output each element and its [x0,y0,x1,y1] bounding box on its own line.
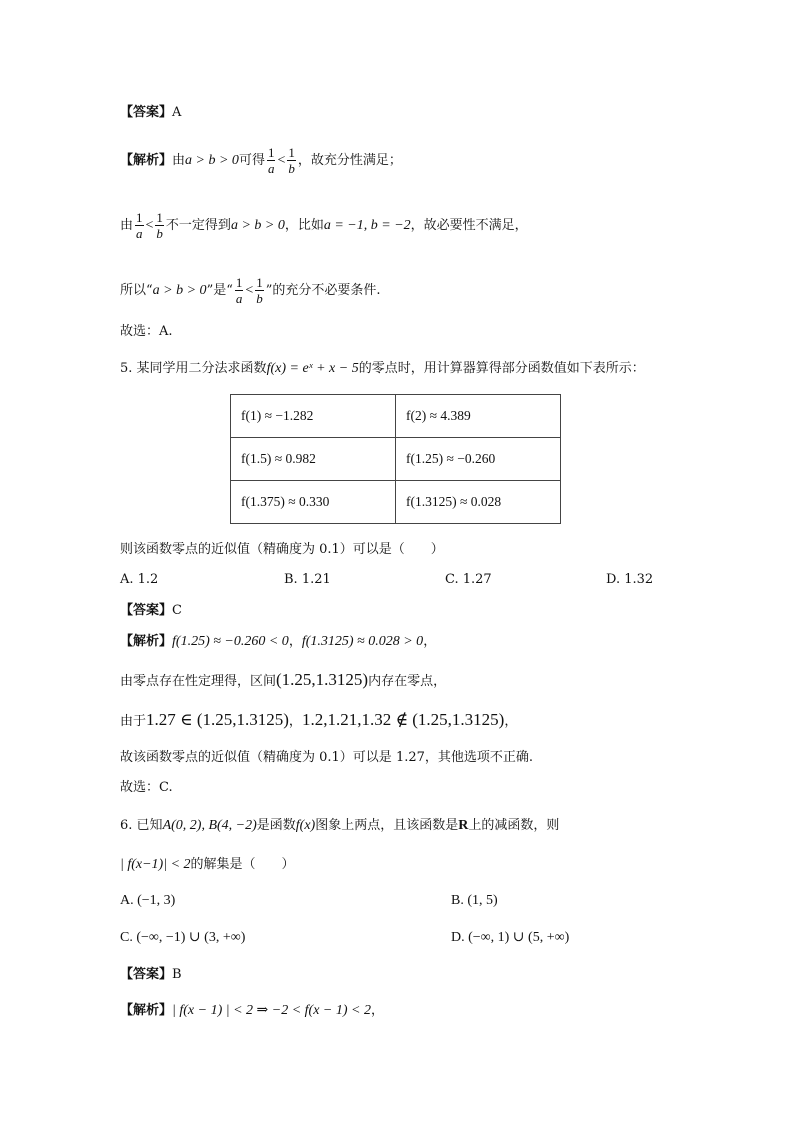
text: 某同学用二分法求函数 [136,361,267,376]
q6-stem-line-2 [120,856,295,874]
math-expr: | f(x−1)| < 2 [120,857,191,872]
fraction-1-over-a [235,275,244,306]
q5-stem [120,360,645,378]
q5-option-c: C. 1.27 [445,572,492,587]
q5-analysis-line-4: 故该函数零点的近似值（精确度为 0.1）可以是 1.27，其他选项不正确. [120,750,534,765]
analysis-line-2 [120,210,528,241]
denominator: b [256,291,263,306]
table-cell: f(1.25) ≈ −0.260 [396,438,561,481]
answer-value: B [172,967,182,982]
table-row [231,481,561,524]
text: ”是“ [206,283,233,298]
text: 的零点时，用计算器算得部分函数值如下表所示： [358,361,645,376]
less-than: < [245,283,254,298]
table-cell: f(2) ≈ 4.389 [396,395,561,438]
numerator: 1 [256,275,263,290]
q5-conclusion: 故选：C. [120,780,173,795]
fraction-1-over-a [135,210,144,241]
text: ， [288,714,302,729]
math-expr: A(0, 2), B(4, −2) [162,818,257,833]
text: ，故必要性不满足， [410,218,528,233]
text: 可得 [238,153,265,168]
q6-answer-line [120,966,182,984]
answer-label: 【答案】 [120,967,173,982]
numerator: 1 [136,210,143,225]
text: 不一定得到 [165,218,231,233]
math-expr: f(1.3125) ≈ 0.028 > 0 [301,634,424,649]
q6-option-a: A. (−1, 3) [120,893,176,908]
q6-option-b: B. (1, 5) [451,893,498,908]
math-expr: f(1.25) ≈ −0.260 < 0 [172,634,289,649]
text: ， [423,634,437,649]
math-function: f(x) [295,818,316,833]
math-expr: 1.2,1.21,1.32 ∉ (1.25,1.3125) [301,710,505,729]
answer-label: 【答案】 [120,603,173,618]
answer-value: A [172,105,182,120]
analysis-line-1 [120,145,402,176]
answer-label: 【答案】 [120,105,173,120]
answer-value: C [172,603,182,618]
text: ，比如 [284,218,324,233]
numerator: 1 [288,145,295,160]
table-cell: f(1.3125) ≈ 0.028 [396,481,561,524]
less-than: < [145,218,154,233]
less-than: < [277,153,286,168]
q5-option-d: D. 1.32 [606,572,654,587]
table-cell: f(1.375) ≈ 0.330 [231,481,396,524]
table-cell: f(1.5) ≈ 0.982 [231,438,396,481]
fraction-1-over-a [267,145,276,176]
q5-analysis-line-1 [120,633,436,651]
text: 的解集是（ ） [190,857,295,872]
math-expr: 1.27 ∈ (1.25,1.3125) [146,710,289,729]
q5-analysis-line-3 [120,711,517,731]
analysis-label: 【解析】 [120,153,173,168]
text: ， [504,714,518,729]
numerator: 1 [235,275,243,290]
text: 由零点存在性定理得，区间 [120,674,277,689]
math-expr: a > b > 0 [152,283,207,298]
text: ”的充分不必要条件. [265,283,381,298]
text: 已知 [136,818,163,833]
real-numbers-symbol: R [458,818,469,833]
q5-option-b: B. 1.21 [284,572,331,587]
text: 上的减函数，则 [468,818,560,833]
question-number: 5. [120,361,133,376]
q5-answer-line [120,602,182,620]
text: 是函数 [256,818,296,833]
analysis-label: 【解析】 [120,1003,173,1018]
denominator: a [267,161,275,176]
table-row [231,395,561,438]
table-cell: f(1) ≈ −1.282 [231,395,396,438]
text: 由 [120,218,134,233]
text: 由于 [120,714,147,729]
text: ， [370,1003,384,1018]
q5-option-a: A. 1.2 [120,572,159,587]
fraction-1-over-b [287,145,296,176]
fraction-1-over-b [255,275,264,306]
text: 所以“ [120,283,153,298]
analysis-label: 【解析】 [120,634,173,649]
math-expr: (1.25,1.3125) [276,670,369,689]
function-values-table [230,394,561,524]
math-expr: a = −1, b = −2 [323,218,411,233]
answer-line [120,104,181,122]
math-expr: a > b > 0 [185,153,239,168]
math-expr: a > b > 0 [230,218,285,233]
q5-question: 则该函数零点的近似值（精确度为 0.1）可以是（ ） [120,542,444,557]
fraction-1-over-b [155,210,164,241]
conclusion-a: 故选：A. [120,324,173,339]
q6-option-c: C. (−∞, −1) ∪ (3, +∞) [120,930,246,945]
q6-analysis-line [120,1002,384,1020]
denominator: a [136,226,143,241]
text: ，故充分性满足； [297,153,402,168]
denominator: b [156,226,163,241]
text: 由 [172,153,186,168]
numerator: 1 [156,210,163,225]
text: 内存在零点， [368,674,447,689]
q6-option-d: D. (−∞, 1) ∪ (5, +∞) [451,930,570,945]
math-expr: | f(x − 1) | < 2 ⇒ −2 < f(x − 1) < 2 [172,1003,371,1018]
numerator: 1 [267,145,275,160]
q5-analysis-line-2 [120,671,446,691]
math-function: f(x) = eˣ + x − 5 [266,361,359,376]
analysis-line-3 [120,275,381,306]
question-number: 6. [120,818,133,833]
q6-stem-line-1 [120,817,559,835]
text: 图象上两点，且该函数是 [315,818,459,833]
denominator: a [235,291,243,306]
table-row [231,438,561,481]
denominator: b [288,161,295,176]
text: ， [288,634,302,649]
